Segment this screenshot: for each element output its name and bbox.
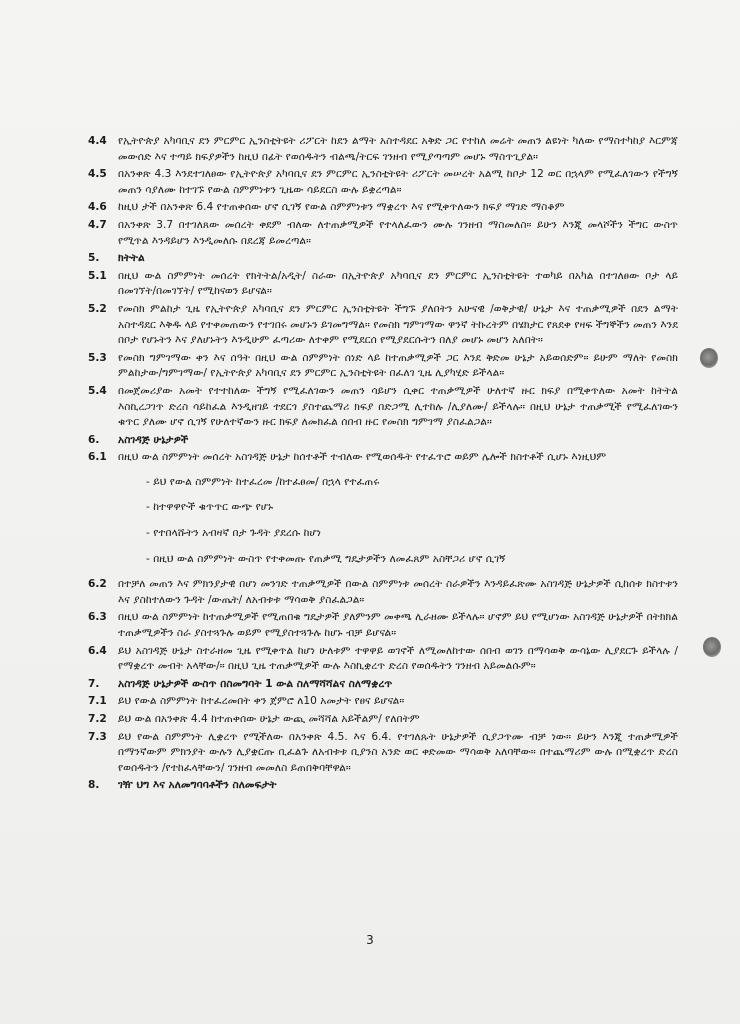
clause-item (88, 218, 678, 249)
clause-item (88, 450, 678, 466)
clause-number: 5. (88, 252, 100, 265)
condition-item: - በዚህ ውል ስምምነት ውስጥ የተቀመጡ የጠቃሚ ግዴታዎችን ለመፈጸም አስቸጋሪ ሆኖ ሲገኝ (146, 552, 506, 565)
clause-item (88, 694, 678, 710)
hole-punch-mark (703, 637, 721, 657)
clause-item (88, 167, 678, 198)
clause-number: 6.4 (88, 644, 107, 657)
clause-item (88, 610, 678, 641)
clause-text: ይህ አስገዳጅ ሁኔታ ስተራዘመ ጊዜ የሚቀጥል ከሆነ ሁለቱም ተዋዋይ ወገኖች ለሚመለከተው ሰበብ ወገን በማሳወቅ ውሳኔው ሊያደርጉ ይችላሉ /የማቋረጥ መብት አላቸው/። በዚህ ጊዜ ተጠቃሚዎች ውሉ እስኪቋረጥ ድረስ የወሰዱትን ገንዘብ አይመልሱም። (118, 644, 678, 673)
clause-number: 4.5 (88, 168, 107, 181)
clause-item (88, 384, 678, 431)
clause-text: በመጀመሪያው አመት የተተከለው ችግኝ የሚፈለገውን መጠን ሳይሆን ሲቀር ተጠቃሚዎች ሁለተኛ ዙር ክፍያ በሚቀጥለው አመት ከትትል እስኪረጋገጥ ድረስ ሳይከፈል እንዲዘገይ ተደርጎ ያስተጨማሪ ክፍያ በድጋሚ ሊተከሉ /ሊያለሙ/ ይችላሉ። በዚህ ሁኔታ ተጠቃሚች የሚፈለገውን ቁጥር ያለሙ ሆኖ ሲገኝ የሁለተኛውን ዙር ክፍያ ለመክፈል ሰበብ ዙር የመስክ ግምገማ ያስፈልጋል። (118, 384, 678, 429)
clause-number: 8. (88, 779, 100, 792)
clause-text: በአንቀጽ 4.3 እንደተገለፀው የኢትዮጵያ አካባቢና ደን ምርምር ኢንስቲትዩት ሪፖርት መሠረት አልሚ ከቦታ 12 ወር በኋላም የሚፈለገውን የችግኝ መጠን ሳያለሙ ከተገኙ የውል ስምምነቱን ጊዜው ሳይደርስ ውሉ ይቋረጣል። (118, 168, 678, 196)
condition-list (88, 475, 678, 567)
clause-number: 7.2 (88, 713, 107, 725)
clause-number: 6.1 (88, 451, 107, 464)
clause-number: 5.4 (88, 384, 107, 397)
clause-number: 6.2 (88, 578, 107, 591)
clause-text: አስገዳጅ ሁኔታዎች (118, 433, 189, 446)
section-heading (88, 433, 678, 449)
section-heading (88, 251, 678, 267)
clause-text: በዚህ ውል ስምምነት መሰረት የክትትል/አዲት/ ስራው በኢትዮጵያ አካባቢና ደን ምርምር ኢንስቲትዩት ተወካይ በአካል በተገለፀው ቦታ ላይ በመገኘት/በመገኘት/ የሚከናወን ይሆናል። (118, 269, 678, 298)
clause-number: 4.6 (88, 201, 107, 214)
hole-punch-mark (700, 348, 718, 368)
condition-item: - ከተዋዋዮች ቁጥጥር ውጭ የሆኑ (146, 501, 274, 514)
clause-text: የኢትዮጵያ አካባቢና ደን ምርምር ኢንስቲትዩት ሪፖርት ከደን ልማት አስተዳደር አቅድ ጋር የተከለ መሬት መጠን ልዩነት ካለው የማስተካከያ እርምጃ መውሰድ እና ተጣይ ክፍያዎችን ከዚህ በፊት የወሰዱትን ብልጫ/ትርፍ ገንዘብ የሚያጣጣም መሆኑ ማስጥጊያል። (118, 135, 678, 163)
condition-item: - ይህ የውል ስምምነት ከተፈረመ /ከተፈፀመ/ በኋላ የተፈጠሩ (146, 475, 380, 488)
clause-item (88, 712, 678, 728)
clause-number: 4.7 (88, 218, 107, 231)
clause-list-2 (88, 577, 678, 794)
clause-text: በዚህ ውል ስምምነት መሰረት አስገዳጅ ሁኔታ ከሰተቶች ተብለው የሚወሰዱት የተፈጥሮ ወይም ሌሎች ክስተቶች ሲሆኑ እነዚህም (118, 451, 607, 464)
clause-text: ገዥ ህግ እና አለመግባባቶችን ስለመፍታት (118, 779, 277, 792)
clause-number: 6. (88, 433, 100, 446)
clause-text: በዚህ ውል ስምምነት ከተጠቃሚዎች የሚጠበቁ ግዴታዎች ያለምንም መቀጫ ሊራዘሙ ይችላሉ። ሆኖም ይህ የሚሆነው አስገዳጅ ሁኔታዎች በትክክል ተጠቃሚዎችን ስራ ያስተጓጉሉ ወይም የሚያስተጓጉሉ ከሆኑ ብቻ ይሆናል። (118, 611, 678, 640)
section-heading (88, 778, 678, 794)
clause-number: 7.1 (88, 695, 107, 708)
clause-item (88, 200, 678, 216)
clause-text: የመስክ ግምገማው ቀን እና ሰዓት በዚህ ውል ስምምነት ሰነድ ላይ ከተጠቃሚዎች ጋር እንደ ቅድመ ሁኔታ አይወሰድም። ይሁም ማለት የመስክ ምልከታው/ግምገማው/ የኢትዮጵያ አካባቢና ደን ምርምር ኢንስቲትዩት በፈለገ ጊዜ ሊያካሂድ ይችላል። (118, 351, 678, 380)
clause-text: በተቻለ መጠን እና ምክንያታዊ በሆነ መንገድ ተጠቃሚዎች በውል ስምምነቱ መሰረት ስራዎችን እንዳይፈጽሙ አስገዳጅ ሁኔታዎች ሲከሰቱ ክስተቱን እና ያስከተለውን ጉዳት /ውጤት/ ለአብቱቱ ማሳወቅ ያስፈልጋል። (118, 578, 678, 606)
page-number: 3 (366, 933, 374, 947)
clause-number: 6.3 (88, 611, 107, 624)
section-heading (88, 677, 678, 693)
clause-number: 7. (88, 677, 100, 690)
clause-item (88, 302, 678, 349)
clause-item (88, 134, 678, 165)
clause-list-1 (88, 134, 678, 466)
clause-text: አስገዳጅ ሁኔታዎች ውስጥ በስመግባት 1 ውል ስለማሻሻልና ስለማቋረጥ (118, 677, 393, 690)
clause-number: 5.3 (88, 351, 107, 364)
clause-item (88, 269, 678, 300)
clause-item (88, 730, 678, 777)
clause-number: 7.3 (88, 730, 107, 743)
clause-item (88, 644, 678, 675)
clause-text: ይህ የውል ስምምነት ሊቋረጥ የሚችለው በአንቀጽ 4.5. እና 6.4. የተገለጹት ሁኔታዎች ሲያጋጥሙ ብቻ ነው። ይሁን እንጂ ተጠቃሚዎች በማንኛውም ምክንያት ውሉን ሊያቋርጡ ቢፈልጉ ለአብቱቱ ቢያንስ አንድ ወር ቀድመው ማሳወቅ አለባቸው። በተጨማሪም ውሉ በሚቋረጥ ድረስ የወሰዱትን /የተከፈላቸውን/ ገንዘብ መመለስ ይጠበቅባቸዋል። (118, 730, 678, 774)
clause-item (88, 351, 678, 382)
clause-text: ይህ የውል ስምምነት ከተፈረመበት ቀን ጀምሮ ለ10 አመታት የፀና ይሆናል። (118, 695, 405, 708)
clause-text: ክትትል (118, 252, 145, 265)
clause-text: ከዚህ ታች በአንቀጽ 6.4 የተጠቀሰው ሆኖ ሲገኝ የውል ስምምነቱን ማቋረጥ እና የሚቀጥለውን ክፍያ ማገድ ማስቆም (118, 201, 565, 214)
clause-number: 5.2 (88, 302, 107, 315)
document-body (88, 134, 678, 796)
clause-text: ይህ ውል በአንቀጽ 4.4 ከተጠቀሰው ሁኔታ ውጪ መሻሻል አይችልም/ የለበትም (118, 713, 420, 725)
clause-text: በአንቀጽ 3.7 በተገለጸው መሰረት ቀደም ብለው ለተጠቃሚዎች የተላለፈውን ሙሉ ገንዘብ ማስመለስ። ይሁን እንጂ መላሾችን ችግር ውስጥ የሚጥል እንዳይሆን እንዲመለሱ በደረጃ ይመረጣል። (118, 218, 678, 247)
clause-text: የመስክ ምልከታ ጊዜ የኢትዮጵያ አካባቢና ደን ምርምር ኢንስቲትዩት ችግኙ ያለበትን አሁናዊ /ወቅታዊ/ ሁኔታ እና ተጠቃሚዎች በደን ልማት አስተዳደር እቅዱ ላይ የተቀመጠውን የተገበሩ መሆኑን ይገመግማል። የመስክ ግምገማው ዋንኛ ትኩረትም በሄክታር የጸደቀ የዛፍ ችግኞችን መጠን እንደ በቦታ የሆኑትን እና ያለሆኑትን እንዲሁም ፈጣሪው ለተቀም የሚደርሰ የሚያደርሱትን በለያ መሆኑ መሆን አለበት። (118, 302, 679, 347)
condition-item: - የተበላሹትን አብዛኛ በታ ጉዳት ያደረሱ ከሆነ (146, 527, 321, 540)
clause-number: 4.4 (88, 135, 107, 147)
clause-item (88, 577, 678, 608)
clause-number: 5.1 (88, 269, 107, 282)
